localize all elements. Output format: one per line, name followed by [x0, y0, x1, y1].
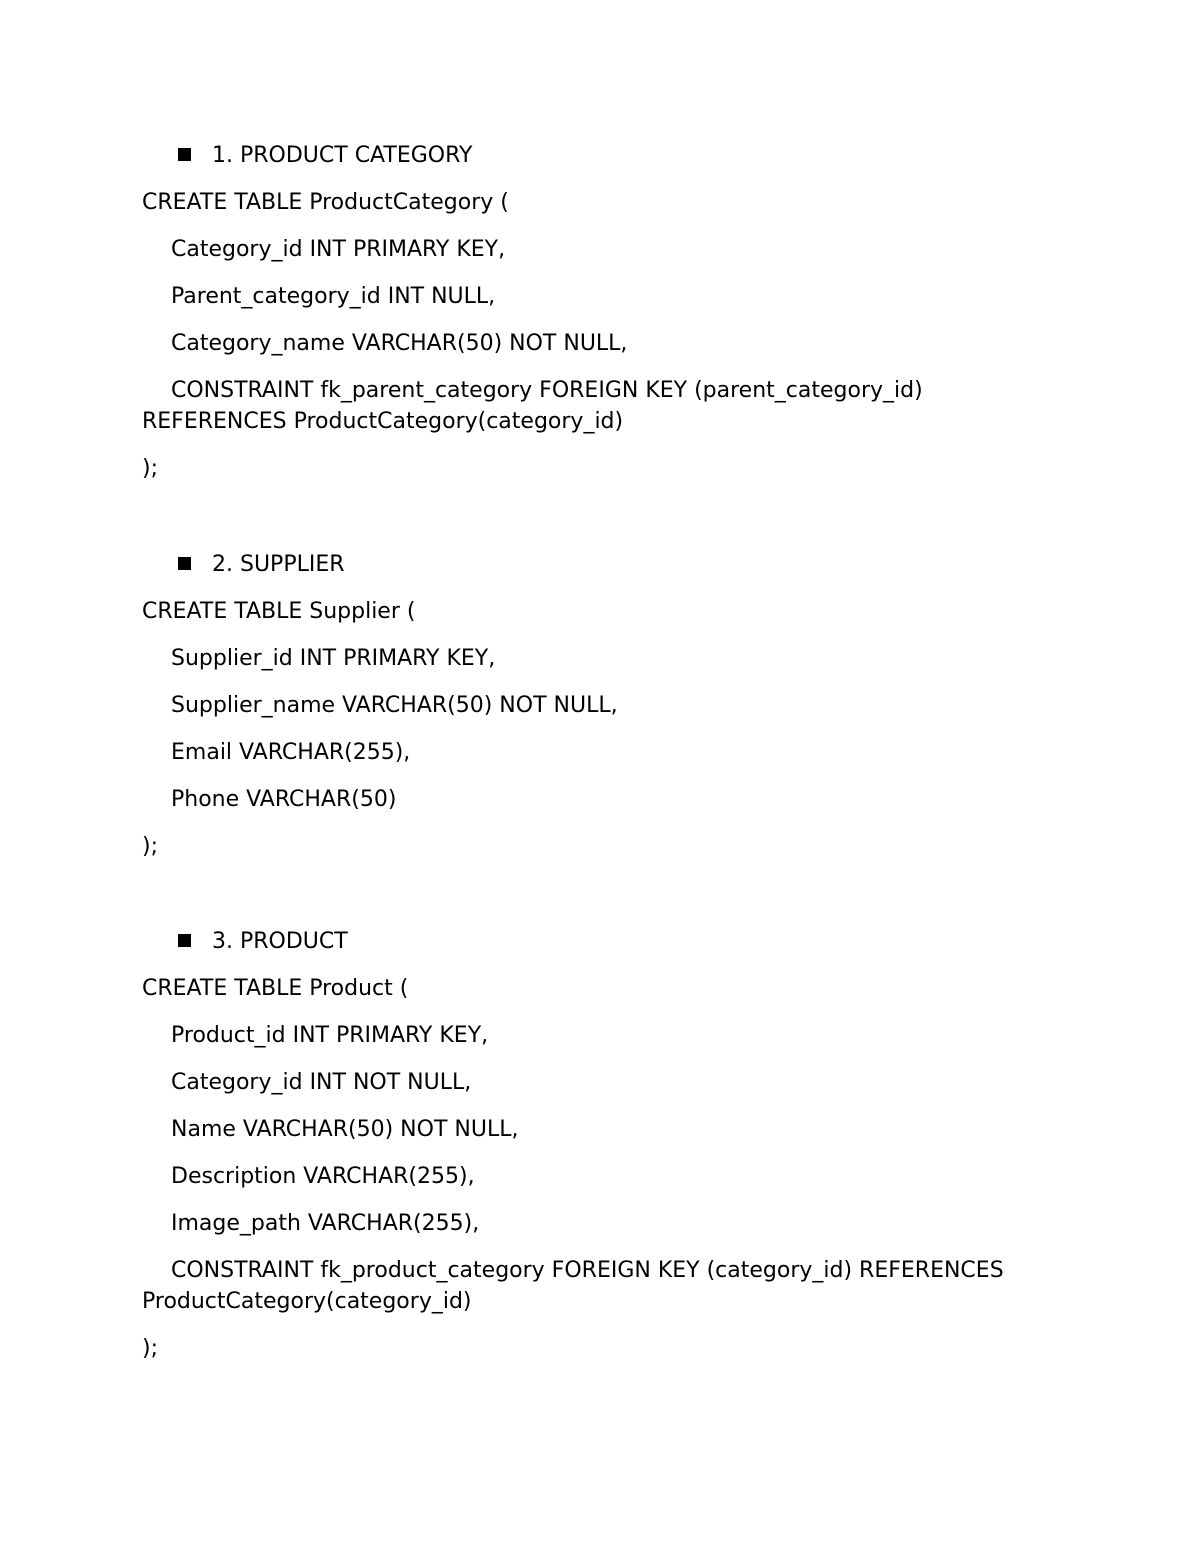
heading-text: 2. SUPPLIER	[212, 552, 345, 577]
close-paren-line: );	[142, 1336, 158, 1361]
column-line: Product_id INT PRIMARY KEY,	[171, 1023, 489, 1048]
column-line: Name VARCHAR(50) NOT NULL,	[171, 1117, 519, 1142]
column-line: Supplier_name VARCHAR(50) NOT NULL,	[171, 693, 618, 718]
create-table-line: CREATE TABLE Product (	[142, 976, 409, 1001]
section-product	[142, 926, 1042, 1364]
square-bullet-icon	[178, 557, 191, 570]
close-paren-line: );	[142, 456, 158, 481]
constraint-line: CONSTRAINT fk_parent_category FOREIGN KEY (parent_category_id) REFERENCES ProductCategory(category_id)	[142, 378, 923, 434]
column-line: Email VARCHAR(255),	[171, 740, 411, 765]
close-paren-line: );	[142, 834, 158, 859]
section-heading	[142, 549, 1042, 580]
column-line: Image_path VARCHAR(255),	[171, 1211, 480, 1236]
square-bullet-icon	[178, 934, 191, 947]
column-line: Phone VARCHAR(50)	[171, 787, 397, 812]
create-table-line: CREATE TABLE ProductCategory (	[142, 190, 509, 215]
heading-text: 1. PRODUCT CATEGORY	[212, 143, 473, 168]
section-heading	[142, 140, 1042, 171]
column-line: Category_id INT NOT NULL,	[171, 1070, 472, 1095]
heading-text: 3. PRODUCT	[212, 929, 348, 954]
section-supplier	[142, 549, 1042, 862]
column-line: Supplier_id INT PRIMARY KEY,	[171, 646, 496, 671]
constraint-line: CONSTRAINT fk_product_category FOREIGN KEY (category_id) REFERENCES ProductCategory(category_id)	[142, 1258, 1004, 1314]
square-bullet-icon	[178, 148, 191, 161]
create-table-line: CREATE TABLE Supplier (	[142, 599, 416, 624]
column-line: Category_id INT PRIMARY KEY,	[171, 237, 506, 262]
column-line: Parent_category_id INT NULL,	[171, 284, 496, 309]
section-heading	[142, 926, 1042, 957]
column-line: Category_name VARCHAR(50) NOT NULL,	[171, 331, 628, 356]
section-product-category	[142, 140, 1042, 484]
column-line: Description VARCHAR(255),	[171, 1164, 475, 1189]
